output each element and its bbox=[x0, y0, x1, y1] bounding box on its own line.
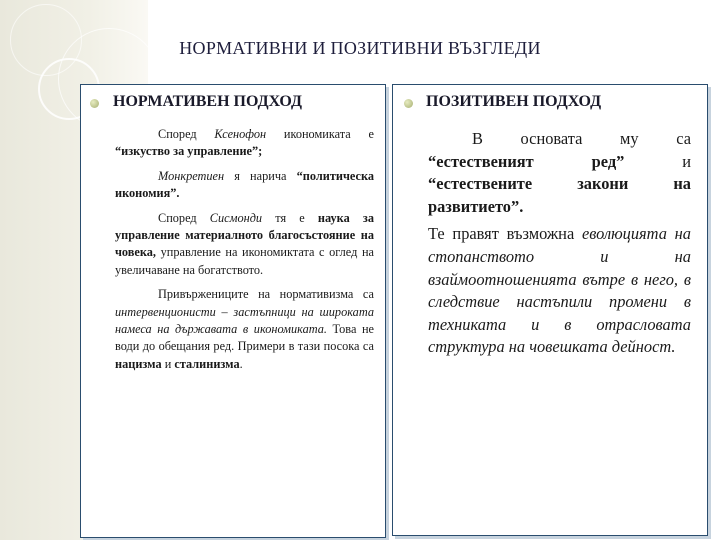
text-run: Привържениците на нормативизма са bbox=[158, 287, 374, 302]
bold-term: за управление материалното благосъстояние на човека, bbox=[115, 210, 374, 260]
paragraph-evolution bbox=[428, 223, 691, 359]
paragraph-xenophon bbox=[115, 126, 374, 161]
normative-body bbox=[115, 126, 374, 380]
text-run: Според bbox=[158, 210, 210, 225]
slide-title: НОРМАТИВНИ И ПОЗИТИВНИ ВЪЗГЛЕДИ bbox=[179, 38, 541, 58]
positive-body bbox=[428, 128, 691, 364]
bold-term: наука bbox=[317, 210, 350, 225]
text-run bbox=[350, 211, 363, 225]
paragraph-normativism bbox=[115, 286, 374, 373]
author-name: Сисмонди bbox=[209, 210, 263, 225]
bullet-icon bbox=[404, 99, 413, 108]
bold-term: “естественият ред” bbox=[428, 151, 625, 171]
paragraph-montchretien bbox=[115, 168, 374, 203]
text-run: управление на икономиктата с оглед на увеличаване на богатството. bbox=[115, 245, 374, 277]
author-name: Монкретиен bbox=[158, 168, 225, 183]
definition-quote: “политическа икономия”. bbox=[115, 168, 374, 201]
bullet-icon bbox=[90, 99, 99, 108]
text-run: . bbox=[239, 356, 243, 371]
paragraph-sismondi bbox=[115, 210, 374, 280]
text-run: Това не води до обещания ред. Примери в тази посока са bbox=[115, 322, 374, 354]
bold-term: сталинизма bbox=[174, 356, 240, 371]
bold-term: нацизма bbox=[115, 356, 162, 371]
author-name: Ксенофон bbox=[214, 127, 267, 141]
text-run: я нарича bbox=[224, 168, 297, 183]
text-run: Те правят възможна bbox=[428, 224, 582, 244]
definition-quote: “изкуство за управление”; bbox=[115, 144, 263, 159]
positive-heading: ПОЗИТИВЕН ПОДХОД bbox=[426, 93, 602, 110]
text-run: и bbox=[624, 151, 691, 171]
text-run: тя е bbox=[262, 210, 318, 225]
italic-term: еволюцията на стопанството и на взаймоотношенията вътре в него, в следствие настъпили промени в техниката и в отрасловата структура на човешката дейност. bbox=[428, 224, 691, 357]
text-run: и bbox=[161, 356, 175, 371]
normative-heading: НОРМАТИВЕН ПОДХОД bbox=[113, 93, 303, 110]
text-run: икономиката е bbox=[266, 127, 374, 141]
text-run: В основата му са bbox=[472, 129, 691, 148]
italic-term: интервенционисти – застъпници на широката намеса на държавата в икономиката. bbox=[115, 304, 374, 337]
text-run: Според bbox=[158, 127, 215, 141]
bold-term: “естествените закони на развитието”. bbox=[428, 174, 691, 216]
paragraph-natural-order bbox=[428, 128, 691, 218]
